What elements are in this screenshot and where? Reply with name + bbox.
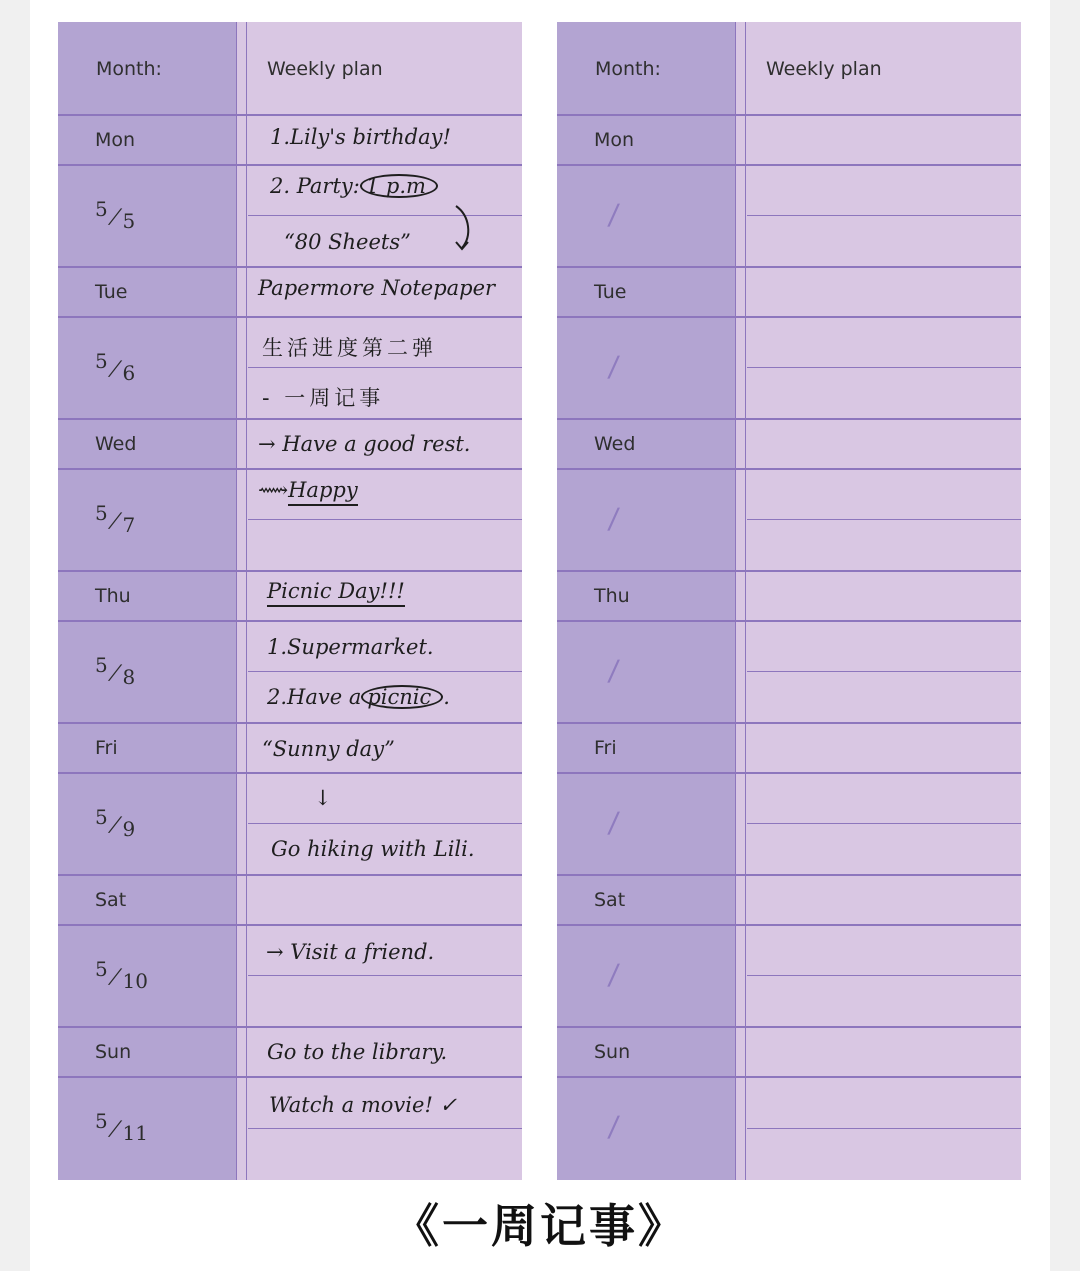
day-label-tue: Tue (95, 281, 128, 303)
note-sat-2: → Visit a friend. (266, 940, 435, 964)
divider (246, 22, 247, 1180)
note-mon-2: 2. Party: 1 p.m (270, 174, 438, 198)
weekly-plan-label: Weekly plan (766, 58, 882, 80)
date-sat: 5/10 (95, 957, 148, 993)
date-slash: / (606, 502, 621, 535)
row-line (557, 924, 1021, 926)
day-label-sun: Sun (95, 1041, 132, 1063)
writing-line (248, 367, 522, 368)
row-line (58, 772, 522, 774)
day-label-sun: Sun (594, 1041, 631, 1063)
note-tue-1: Papermore Notepaper (258, 276, 496, 300)
day-label-thu: Thu (594, 585, 630, 607)
note-mon-1: 1.Lily's birthday! (270, 125, 451, 149)
date-mon: 5/5 (95, 197, 136, 233)
product-image (30, 0, 1050, 1271)
writing-line (248, 215, 522, 216)
date-slash: / (606, 806, 621, 839)
row-line (557, 570, 1021, 572)
note-sun-1: Go to the library. (267, 1040, 448, 1064)
writing-line (747, 1128, 1021, 1129)
down-arrow-icon: ↓ (314, 786, 332, 810)
date-slash: / (606, 1110, 621, 1143)
row-line (58, 114, 522, 116)
row-line (58, 570, 522, 572)
row-line (557, 1076, 1021, 1078)
divider (745, 22, 746, 1180)
row-line (557, 114, 1021, 116)
row-line (557, 722, 1021, 724)
note-fri-1: “Sunny day” (262, 737, 395, 761)
row-line (557, 316, 1021, 318)
row-line (557, 874, 1021, 876)
writing-line (747, 215, 1021, 216)
date-tue: 5/6 (95, 349, 136, 385)
date-fri: 5/9 (95, 805, 136, 841)
note-thu-2: 1.Supermarket. (267, 635, 434, 659)
row-line (58, 924, 522, 926)
writing-line (248, 671, 522, 672)
date-thu: 5/8 (95, 653, 136, 689)
note-mon-3: “80 Sheets” (284, 230, 411, 254)
day-label-wed: Wed (594, 433, 636, 455)
row-line (557, 620, 1021, 622)
row-line (557, 266, 1021, 268)
note-wed-2: ⟿Happy (258, 478, 358, 502)
divider (735, 22, 736, 1180)
date-wed: 5/7 (95, 501, 136, 537)
day-label-thu: Thu (95, 585, 131, 607)
row-line (58, 620, 522, 622)
day-label-mon: Mon (95, 129, 136, 151)
day-label-mon: Mon (594, 129, 635, 151)
writing-line (747, 519, 1021, 520)
row-line (557, 418, 1021, 420)
row-line (58, 874, 522, 876)
product-caption: 《一周记事》 (393, 1199, 687, 1253)
circled-time: 1 p.m (360, 174, 438, 198)
day-label-fri: Fri (95, 737, 118, 759)
day-label-fri: Fri (594, 737, 617, 759)
blank-planner-sheet (557, 22, 1021, 1180)
writing-line (747, 975, 1021, 976)
circled-word: picnic (361, 685, 443, 709)
writing-line (747, 367, 1021, 368)
divider (236, 22, 237, 1180)
note-wed-1: → Have a good rest. (258, 432, 471, 456)
month-label: Month: (96, 58, 162, 80)
row-line (557, 164, 1021, 166)
day-label-sat: Sat (95, 889, 127, 911)
row-line (557, 772, 1021, 774)
month-label: Month: (595, 58, 661, 80)
writing-line (248, 975, 522, 976)
date-column (557, 22, 735, 1180)
day-label-wed: Wed (95, 433, 137, 455)
row-line (58, 1026, 522, 1028)
day-label-tue: Tue (594, 281, 627, 303)
writing-line (747, 823, 1021, 824)
row-line (58, 316, 522, 318)
row-line (557, 468, 1021, 470)
filled-planner-sheet (58, 22, 522, 1180)
date-column (58, 22, 236, 1180)
day-label-sat: Sat (594, 889, 626, 911)
row-line (58, 164, 522, 166)
date-slash: / (606, 350, 621, 383)
writing-line (747, 671, 1021, 672)
row-line (58, 418, 522, 420)
note-tue-3: - 一周记事 (262, 386, 385, 410)
writing-line (248, 1128, 522, 1129)
note-tue-2: 生活进度第二弹 (262, 336, 437, 360)
weekly-plan-label: Weekly plan (267, 58, 383, 80)
note-fri-3: Go hiking with Lili. (271, 837, 475, 861)
writing-line (248, 519, 522, 520)
date-slash: / (606, 958, 621, 991)
date-sun: 5/11 (95, 1109, 148, 1145)
curved-arrow-icon (448, 202, 478, 258)
note-thu-3: 2.Have a picnic . (267, 685, 450, 709)
row-line (58, 266, 522, 268)
row-line (58, 722, 522, 724)
row-line (58, 468, 522, 470)
row-line (58, 1076, 522, 1078)
note-thu-1: Picnic Day!!! (267, 579, 405, 603)
note-sun-2: Watch a movie! ✓ (269, 1093, 458, 1117)
writing-line (248, 823, 522, 824)
date-slash: / (606, 198, 621, 231)
date-slash: / (606, 654, 621, 687)
row-line (557, 1026, 1021, 1028)
